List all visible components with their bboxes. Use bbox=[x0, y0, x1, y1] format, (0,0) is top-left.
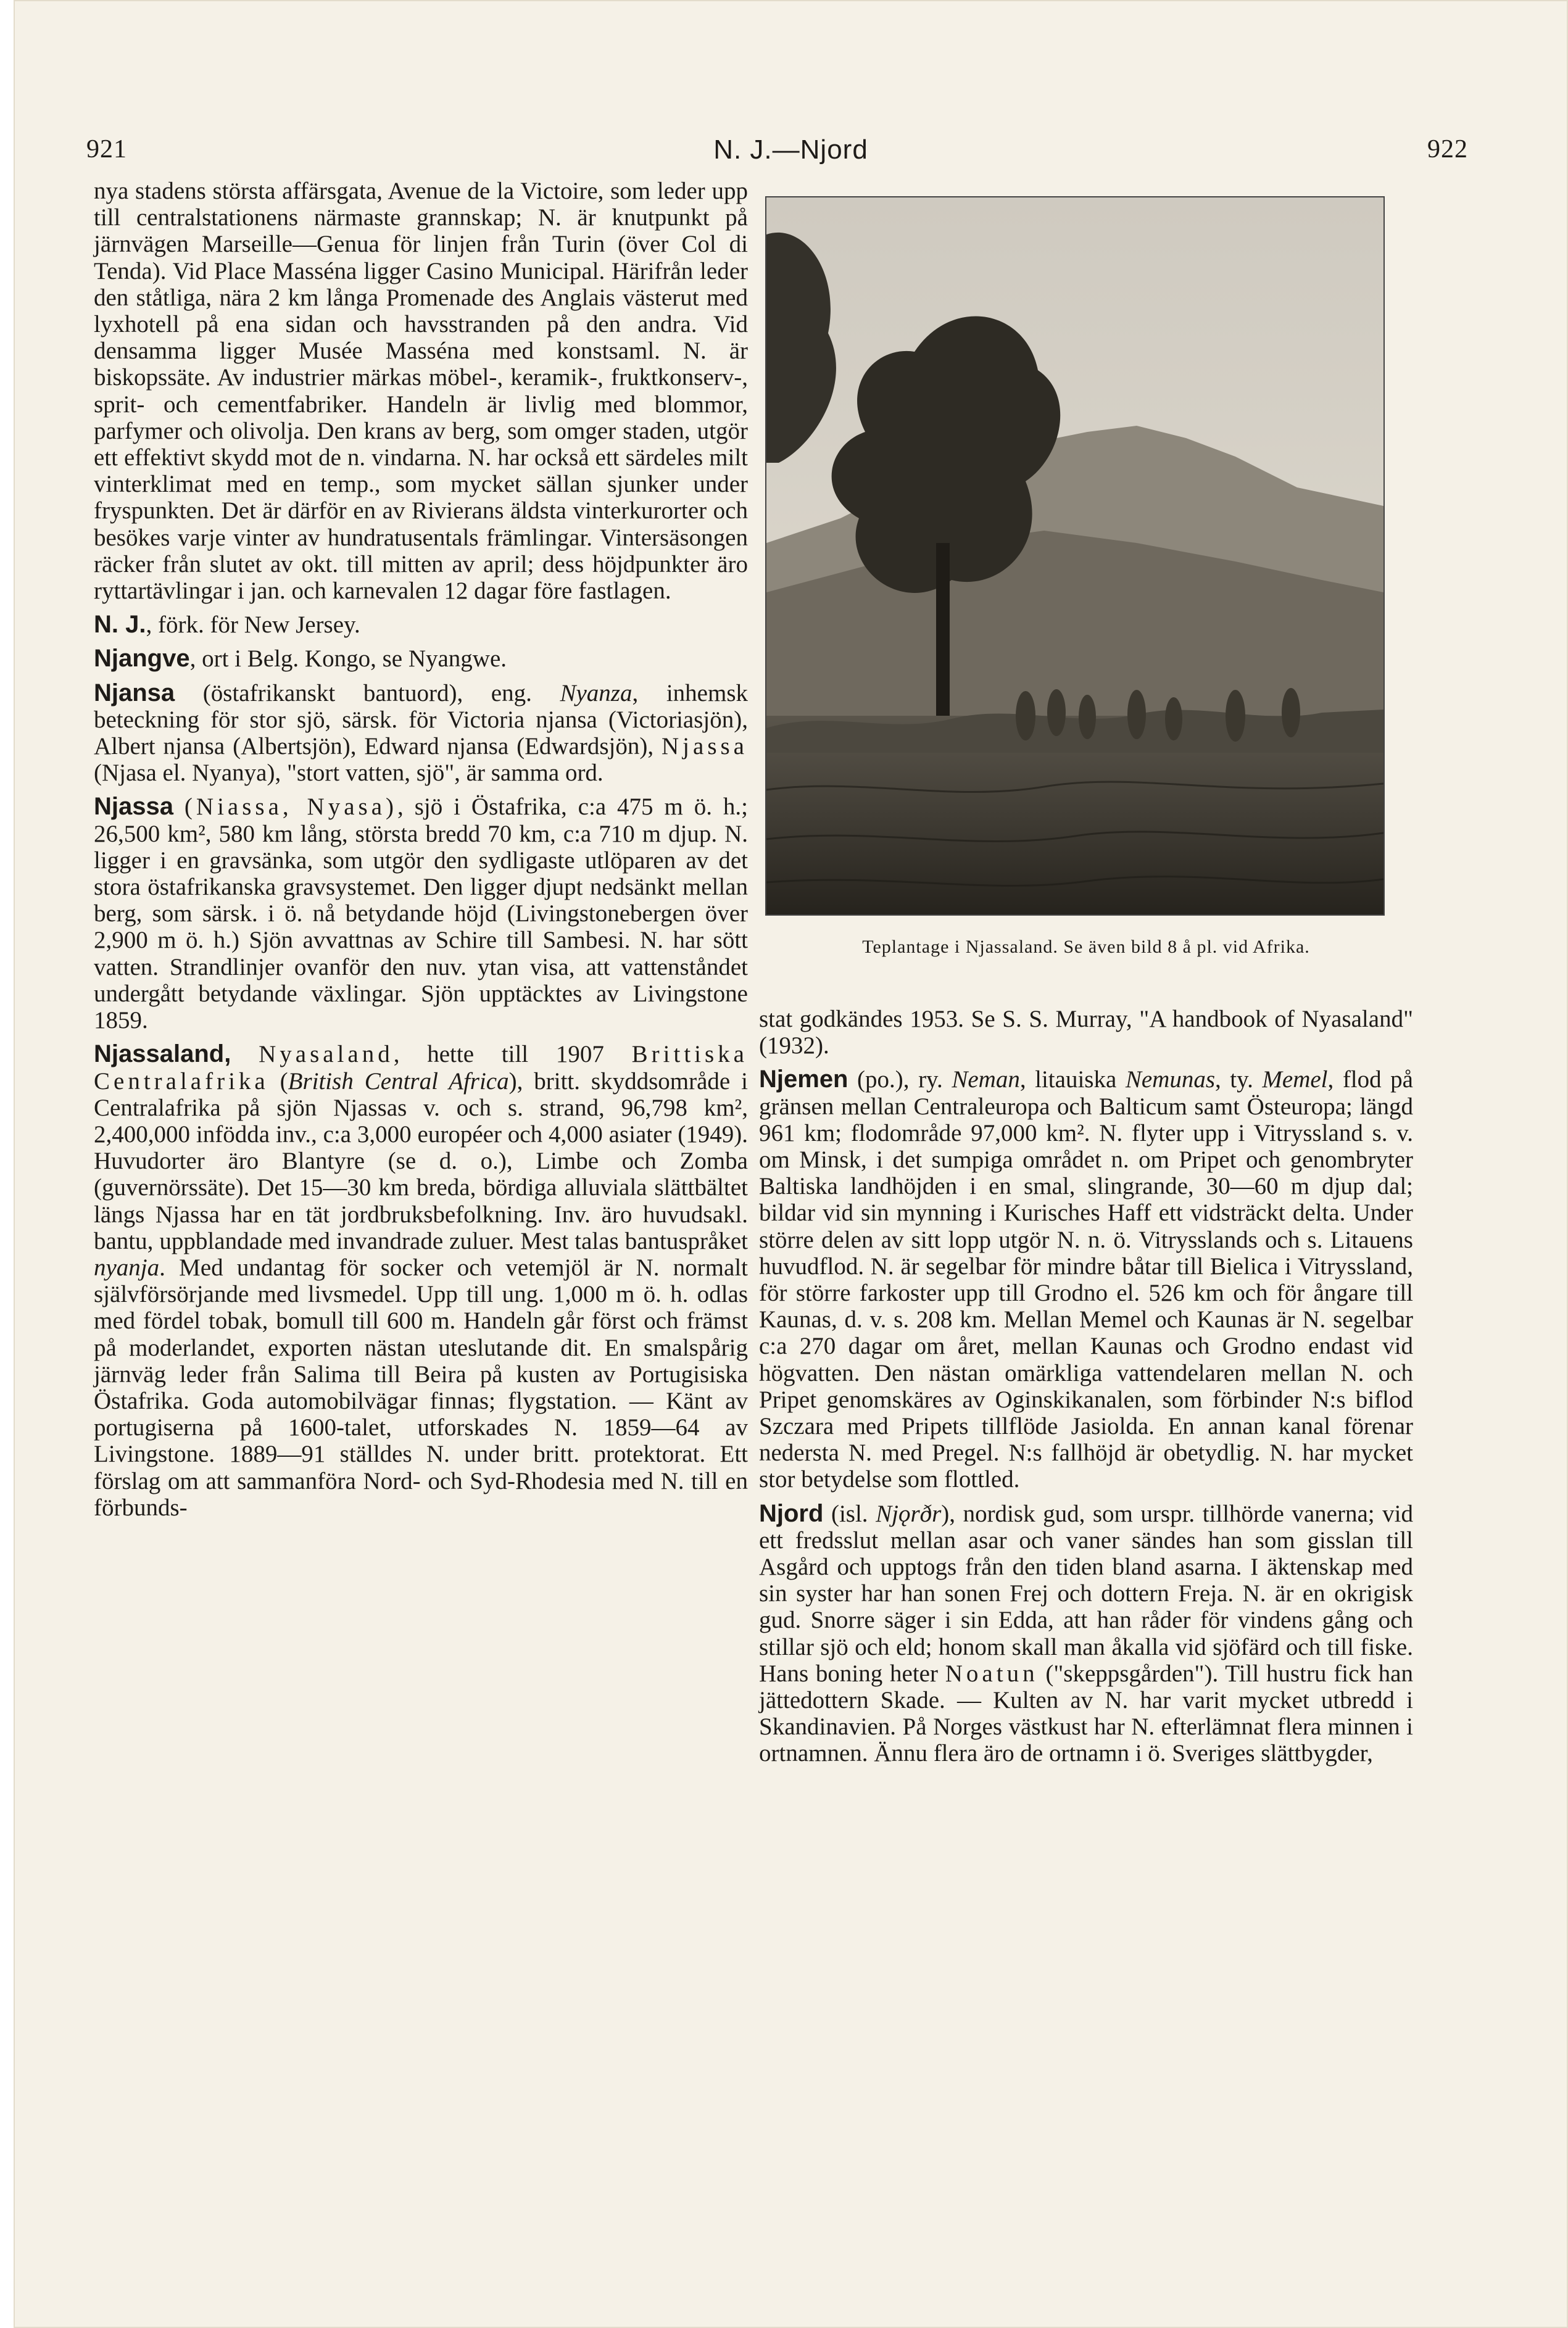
headword: Njansa bbox=[94, 679, 175, 706]
tea-plantation-photo bbox=[765, 196, 1385, 916]
headword: Njemen bbox=[759, 1066, 848, 1093]
article-njemen: Njemen (po.), ry. Neman, litauiska Nemunas, ty. Memel, flod på gränsen mellan Centraleuropa och Balticum samt Östeuropa; längd 961 km; flodområde 97,000 km². N. flyter upp i Vitryssland s. v. om Minsk, i det sumpiga området n. om Pripet och genombryter Baltiska landhöjden i en smal, slingrande, 30—60 m djup dal; bildar vid sin mynning i Kurisches Haff ett vidsträckt delta. Under större delen av sitt lopp utgör N. n. ö. Vitrysslands och s. Litauens huvudflod. N. är segelbar för mindre båtar till Bielica i Vitryssland, för större farkoster upp till Grodno el. 526 km och för ångare till Kaunas, d. v. s. 208 km. Mellan Memel och Kaunas är N. segelbar c:a 270 dagar om året, mellan Kaunas och Grodno endast vid högvatten. Den nästan omärkliga vattendelaren mellan N. och Pripet genomskäres av Oginskikanalen, som förbinder N:s biflod Szczara med Pripets tillflöde Jasiolda. En annan kanal förenar nedersta N. med Pregel. N:s fallhöjd är obetydlig. N. har mycket stor betydelse som flottled. bbox=[759, 1066, 1413, 1493]
right-column bbox=[759, 1006, 1413, 1775]
headword: N. J. bbox=[94, 611, 146, 639]
headword: Njassa bbox=[94, 793, 173, 821]
article-njassa: Njassa (Niassa, Nyasa), sjö i Östafrika, c:a 475 m ö. h.; 26,500 km², 580 km lång, största bredd 70 km, c:a 710 m djup. N. ligger i en gravsänka, som utgör den sydligaste utlöparen av det stora östafrikanska gravsystemet. Den ligger djupt nedsänkt mellan berg, som särsk. i ö. nå betydande höjd (Livingstonebergen över 2,900 m ö. h.) Sjön avvattnas av Schire till Sambesi. N. har sött vatten. Strandlinjer ovanför den nuv. ytan visa, att vattenståndet undergått betydande växlingar. Sjön upptäcktes av Livingstone 1859. bbox=[94, 793, 748, 1034]
article-njassaland-continuation: stat godkändes 1953. Se S. S. Murray, "A handbook of Nyasaland" (1932). bbox=[759, 1006, 1413, 1059]
page-header bbox=[14, 127, 1568, 170]
left-column bbox=[94, 178, 748, 1528]
encyclopedia-page bbox=[14, 0, 1568, 2328]
headword: Njassaland, bbox=[94, 1040, 231, 1068]
right-page-number: 922 bbox=[1427, 135, 1468, 164]
article-njangve: Njangve, ort i Belg. Kongo, se Nyangwe. bbox=[94, 645, 507, 673]
article-njansa: Njansa (östafrikanskt bantuord), eng. Nyanza, inhemsk beteckning för stor sjö, särsk. för Victoria njansa (Victoriasjön), Albert njansa (Albertsjön), Edward njansa (Edwardsjön), Njassa (Njasa el. Nyanya), "stort vatten, sjö", är samma ord. bbox=[94, 679, 748, 787]
article-njord: Njord (isl. Njǫrðr), nordisk gud, som urspr. tillhörde vanerna; vid ett fredsslut mellan asar och vaner sändes han som gisslan till Asgård och upptogs från den tiden bland asarna. I äktenskap med sin syster har han sonen Frej och dottern Freja. N. är en okrigisk gud. Snorre säger i sin Edda, att han råder för vindens gång och stillar sjö och eld; honom skall man åkalla vid sjöfärd och till fiske. Hans boning heter Noatun ("skeppsgården"). Till hustru fick han jättedottern Skade. — Kulten av N. har varit mycket utbredd i Skandinavien. På Norges västkust har N. efterlämnat flera minnen i ortnamnen. Ännu flera äro de ortnamn i ö. Sveriges slättbygder, bbox=[759, 1499, 1413, 1767]
headword: Njangve bbox=[94, 645, 190, 673]
running-title: N. J.—Njord bbox=[713, 135, 868, 165]
article-nice-continuation: nya stadens största affärsgata, Avenue de la Victoire, som leder upp till centralstationens närmaste grannskap; N. är knutpunkt på järnvägen Marseille—Genua för linjen från Turin (över Col di Tenda). Vid Place Masséna ligger Casino Municipal. Härifrån leder den ståtliga, nära 2 km långa Promenade des Anglais västerut med lyxhotell på ena sidan och havsstranden på den andra. Vid densamma ligger Musée Masséna med konstsaml. N. är biskopssäte. Av industrier märkas möbel-, keramik-, fruktkonserv-, sprit- och cementfabriker. Handeln är livlig med blommor, parfymer och olivolja. Den krans av berg, som omger staden, utgör ett effektivt skydd mot de n. vindarna. N. har också ett särdeles milt vinterklimat med en temp., som mycket sällan sjunker under fryspunkten. Det är därför en av Rivierans äldsta vinterkurorter och besökes varje vinter av hundratusentals främlingar. Vintersäsongen räcker från slutet av okt. till mitten av april; dess höjdpunkter äro ryttartävlingar i jan. och karnevalen 12 dagar före fastlagen. bbox=[94, 178, 748, 605]
article-nj: N. J., förk. för New Jersey. bbox=[94, 611, 360, 639]
article-njassaland: Njassaland, Nyasaland, hette till 1907 Brittiska Centralafrika (British Central Africa), britt. skyddsområde i Centralafrika på sjön Njassas v. och s. strand, 96,798 km², 2,400,000 infödda inv., c:a 3,000 européer och 4,000 asiater (1949). Huvudorter äro Blantyre (se d. o.), Limbe och Zomba (guvernörssäte). Det 15—30 km breda, bördiga alluviala slättbältet längs Njassa har en tät jordbruksbefolkning. Inv. äro huvudsakl. bantu, uppblandade med invandrade zuluer. Mest talas bantuspråket nyanja. Med undantag för socker och vetemjöl är N. normalt självförsörjande med livsmedel. Upp till ung. 1,000 m ö. h. odlas med fördel tobak, bomull till 600 m. Handeln går först och främst på moderlandet, exporten nästan uteslutande dit. En smalspårig järnväg leder från Salima till Beira på kusten av Portugisiska Östafrika. Goda automobilvägar finnas; flygstation. — Känt av portugiserna på 1600-talet, utforskades N. 1859—64 av Livingstone. 1889—91 ställdes N. under britt. protektorat. Ett förslag om att sammanföra Nord- och Syd-Rhodesia med N. till en förbunds- bbox=[94, 1040, 748, 1521]
left-page-number: 921 bbox=[86, 135, 127, 164]
photo-illustration bbox=[766, 197, 1383, 914]
photo-caption: Teplantage i Njassaland. Se även bild 8 å pl. vid Afrika. bbox=[862, 937, 1310, 957]
headword: Njord bbox=[759, 1499, 824, 1527]
